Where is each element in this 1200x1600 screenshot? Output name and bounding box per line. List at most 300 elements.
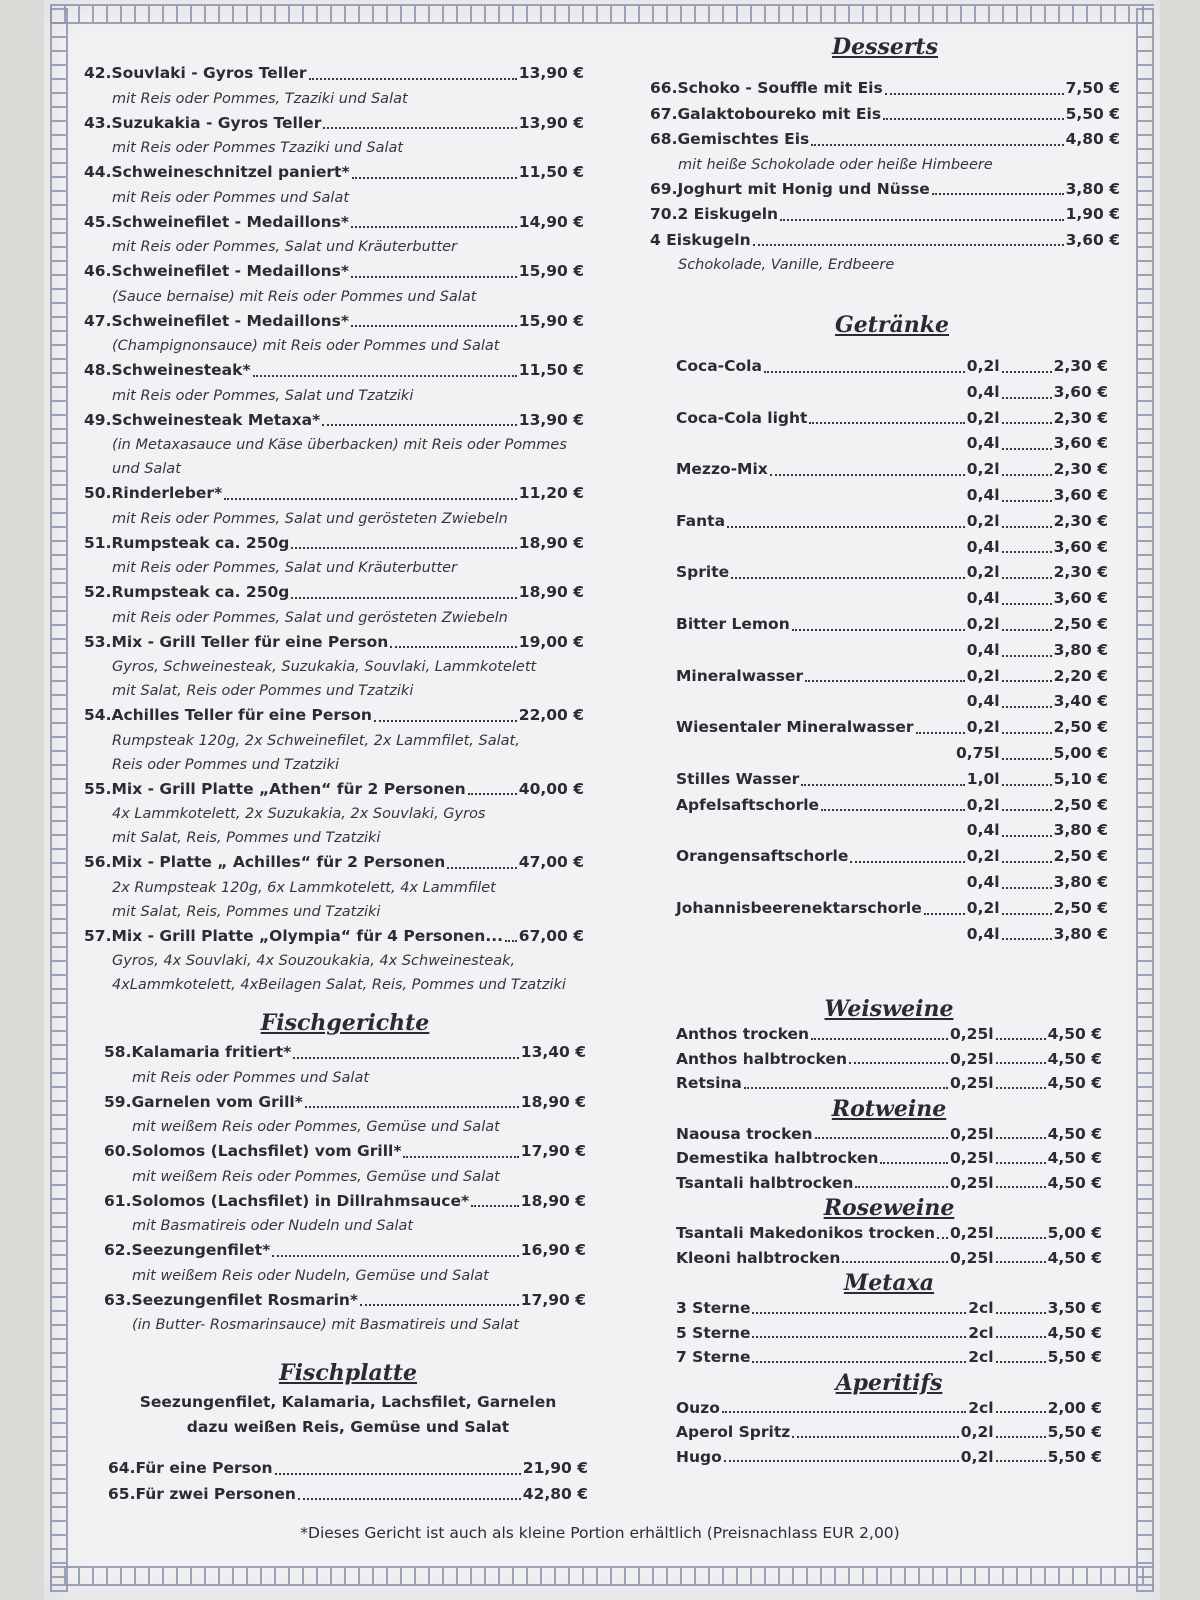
fish-list: [104, 1040, 586, 1337]
menu-item-line: [84, 630, 584, 656]
item-price: 16,90 €: [520, 1241, 586, 1259]
drink-size: 0,25l: [950, 1049, 994, 1068]
dot-leader: [764, 371, 965, 373]
drink-name: Kleoni halbtrocken: [676, 1248, 841, 1267]
drink-row: [676, 1047, 1102, 1072]
item-description: mit Reis oder Pommes, Salat und Kräuterbutter: [112, 239, 458, 255]
menu-item: [104, 1139, 586, 1189]
drink-size: 0,25l: [950, 1149, 994, 1167]
drink-size: 0,25l: [950, 1248, 994, 1267]
item-name: 59.Garnelen vom Grill*: [104, 1092, 303, 1111]
fish-platter-list: [108, 1456, 588, 1507]
drink-price: 3,40 €: [1053, 692, 1108, 711]
dot-leader: [1002, 784, 1052, 786]
dot-leader: [809, 422, 964, 424]
aperitifs-heading: Aperitifs: [835, 1369, 943, 1396]
dot-leader: [770, 474, 965, 476]
dot-leader: [855, 1186, 948, 1188]
dot-leader: [351, 325, 517, 327]
item-price: 3,60 €: [1065, 230, 1120, 249]
dot-leader: [752, 1336, 966, 1338]
drink-row: [676, 689, 1108, 715]
drink-row: [676, 741, 1108, 767]
item-name: 56.Mix - Platte „ Achilles“ für 2 Personen: [84, 853, 446, 871]
item-name: 42.Souvlaki - Gyros Teller: [84, 64, 307, 82]
menu-item: [84, 309, 584, 359]
menu-item: [104, 1238, 586, 1288]
item-price: 7,50 €: [1065, 79, 1120, 97]
dot-leader: [1002, 422, 1052, 424]
dot-leader: [724, 1460, 959, 1462]
menu-item: [84, 111, 584, 161]
greek-key-border-bottom: [50, 1566, 1154, 1586]
dot-leader: [752, 1361, 966, 1363]
drink-size: 0,2l: [966, 847, 1000, 866]
item-description: mit Reis oder Pommes Tzaziki und Salat: [112, 140, 404, 156]
fish-platter-heading: Fischplatte: [278, 1360, 418, 1386]
menu-item: [84, 160, 584, 210]
dot-leader: [1002, 526, 1052, 528]
dot-leader: [1002, 551, 1052, 553]
item-description: mit Reis oder Pommes, Tzaziki und Salat: [112, 90, 408, 107]
drink-size: 0,2l: [966, 511, 1000, 530]
item-description: mit Salat, Reis oder Pommes und Tzatziki: [112, 683, 414, 699]
dot-leader: [996, 1336, 1046, 1338]
dot-leader: [805, 680, 965, 682]
menu-item-line: [84, 777, 584, 803]
drink-name: Apfelsaftschorle: [676, 795, 820, 814]
item-description: mit Salat, Reis, Pommes und Tzatziki: [112, 830, 381, 846]
drink-size: 0,4l: [966, 537, 1000, 556]
dot-leader: [996, 1137, 1046, 1139]
item-price: 13,90 €: [518, 113, 584, 132]
item-description: mit Reis oder Pommes und Salat: [132, 1069, 370, 1086]
item-price: 14,90 €: [518, 212, 584, 231]
dot-leader: [780, 219, 1063, 221]
dot-leader: [996, 1162, 1046, 1164]
drink-row: [676, 715, 1108, 741]
menu-item-line: [84, 210, 584, 236]
drink-name: Ouzo: [676, 1398, 720, 1417]
drink-price: 2,50 €: [1053, 795, 1108, 814]
fish-platter-text-1: Seezungenfilet, Kalamaria, Lachsfilet, Garnelen: [139, 1393, 557, 1411]
drink-row: [676, 431, 1108, 457]
item-name: 68.Gemischtes Eis: [650, 130, 810, 148]
drink-name: Retsina: [676, 1074, 742, 1092]
drink-size: 0,4l: [966, 485, 1000, 504]
item-price: 15,90 €: [518, 311, 584, 330]
item-name: 44.Schweineschnitzel paniert*: [84, 163, 350, 181]
item-name: 46.Schweinefilet - Medaillons*: [84, 262, 349, 280]
drink-size: 0,4l: [966, 872, 1000, 891]
drink-row: [676, 457, 1108, 483]
drink-size: 2cl: [968, 1323, 994, 1342]
dot-leader: [298, 1498, 521, 1500]
desserts-list: [650, 76, 1120, 277]
dot-leader: [1002, 732, 1052, 734]
menu-item-line: [104, 1090, 586, 1116]
drink-row: [676, 560, 1108, 586]
item-description: Gyros, 4x Souvlaki, 4x Souzoukakia, 4x Schweinesteak,: [112, 953, 516, 969]
item-price: 47,00 €: [518, 853, 584, 871]
menu-item-line: [84, 703, 584, 729]
drink-row: [676, 1445, 1102, 1470]
white-wine-heading: Weisweine: [824, 996, 954, 1022]
drink-row: [676, 1420, 1102, 1445]
drink-size: 0,25l: [950, 1224, 994, 1242]
dot-leader: [403, 1156, 518, 1158]
item-name: 66.Schoko - Souffle mit Eis: [650, 79, 883, 97]
drink-price: 2,50 €: [1053, 847, 1108, 866]
drink-name: Johannisbeerenektarschorle: [676, 898, 922, 917]
item-price: 42,80 €: [522, 1484, 588, 1503]
fish-heading: Fischgerichte: [260, 1010, 430, 1036]
drink-size: 0,25l: [950, 1173, 994, 1192]
drink-price: 4,50 €: [1047, 1124, 1102, 1143]
drink-size: 0,4l: [966, 382, 1000, 401]
item-name: 47.Schweinefilet - Medaillons*: [84, 311, 349, 330]
menu-item-line: [108, 1456, 588, 1482]
menu-item: [650, 177, 1120, 203]
red-wine-list: [676, 1122, 1102, 1196]
item-price: 11,20 €: [518, 484, 584, 502]
dot-leader: [275, 1473, 521, 1475]
drink-row: [676, 1022, 1102, 1047]
menu-item: [104, 1189, 586, 1239]
dot-leader: [880, 1162, 948, 1164]
metaxa-heading: Metaxa: [843, 1270, 935, 1296]
menu-item: [104, 1090, 586, 1140]
drink-price: 3,60 €: [1053, 382, 1108, 401]
item-price: 13,40 €: [520, 1043, 586, 1061]
dot-leader: [815, 1137, 948, 1139]
dot-leader: [1002, 913, 1052, 915]
drinks-section: [676, 312, 1108, 947]
drink-price: 3,60 €: [1053, 485, 1108, 504]
item-description: mit Salat, Reis, Pommes und Tzatziki: [112, 903, 381, 920]
dot-leader: [752, 1312, 966, 1314]
white-wine-list: [676, 1022, 1102, 1096]
drink-price: 4,50 €: [1047, 1173, 1102, 1192]
greek-key-border-left: [50, 8, 68, 1592]
drink-row: [676, 612, 1108, 638]
dot-leader: [351, 226, 517, 228]
item-name: 51.Rumpsteak ca. 250g: [84, 533, 290, 552]
dot-leader: [447, 867, 516, 869]
item-name: 70.2 Eiskugeln: [650, 205, 779, 223]
drink-row: [676, 1396, 1102, 1421]
drink-size: 2cl: [968, 1398, 994, 1417]
dot-leader: [1002, 448, 1052, 450]
menu-item-line: [650, 202, 1120, 228]
menu-item: [84, 61, 584, 111]
drink-price: 5,50 €: [1047, 1447, 1102, 1466]
menu-item: [84, 703, 584, 777]
drink-row: [676, 638, 1108, 664]
dot-leader: [1002, 809, 1052, 811]
drink-row: [676, 870, 1108, 896]
dot-leader: [1002, 706, 1052, 708]
item-description: mit Reis oder Pommes und Salat: [112, 189, 350, 206]
drink-name: Coca-Cola: [676, 357, 762, 375]
drink-name: Anthos trocken: [676, 1025, 810, 1043]
menu-item: [84, 259, 584, 309]
item-name: 50.Rinderleber*: [84, 484, 223, 502]
dot-leader: [291, 547, 516, 549]
drink-price: 3,80 €: [1053, 872, 1108, 891]
dot-leader: [1002, 887, 1052, 889]
dot-leader: [821, 809, 965, 811]
dot-leader: [390, 646, 516, 648]
dot-leader: [272, 1255, 519, 1257]
item-price: 18,90 €: [518, 583, 584, 601]
dot-leader: [849, 1062, 948, 1064]
drink-price: 5,50 €: [1047, 1348, 1102, 1366]
menu-item-line: [84, 309, 584, 335]
menu-item-line: [104, 1189, 586, 1215]
dot-leader: [1002, 758, 1052, 760]
drink-price: 5,10 €: [1053, 769, 1108, 788]
item-price: 3,80 €: [1065, 179, 1120, 198]
item-description: Rumpsteak 120g, 2x Schweinefilet, 2x Lammfilet, Salat,: [112, 732, 520, 749]
dot-leader: [1002, 629, 1052, 631]
drink-name: Naousa trocken: [676, 1124, 813, 1143]
item-description: mit weißem Reis oder Nudeln, Gemüse und Salat: [132, 1267, 489, 1284]
drink-size: 0,4l: [966, 589, 1000, 608]
dot-leader: [996, 1186, 1046, 1188]
item-price: 15,90 €: [518, 262, 584, 280]
item-description: mit heiße Schokolade oder heiße Himbeere: [678, 156, 993, 173]
drink-size: 0,2l: [966, 795, 1000, 814]
item-price: 13,90 €: [518, 410, 584, 429]
menu-item-line: [104, 1139, 586, 1165]
dot-leader: [996, 1038, 1046, 1040]
drink-size: 2cl: [968, 1348, 994, 1366]
drink-row: [676, 896, 1108, 922]
menu-item: [650, 202, 1120, 228]
metaxa-list: [676, 1296, 1102, 1370]
item-price: 21,90 €: [522, 1459, 588, 1477]
item-name: 55.Mix - Grill Platte „Athen“ für 2 Personen: [84, 779, 466, 798]
wine-section: [676, 996, 1102, 1469]
menu-item-line: [84, 61, 584, 87]
drink-price: 3,80 €: [1053, 924, 1108, 943]
item-name: 49.Schweinesteak Metaxa*: [84, 410, 321, 429]
dot-leader: [916, 732, 965, 734]
menu-item: [84, 210, 584, 260]
dot-leader: [996, 1261, 1046, 1263]
drink-price: 5,00 €: [1047, 1224, 1102, 1242]
greek-key-border-top: [50, 4, 1154, 24]
fish-platter-text-2: dazu weißen Reis, Gemüse und Salat: [186, 1418, 510, 1436]
aperitifs-list: [676, 1396, 1102, 1470]
item-name: 43.Suzukakia - Gyros Teller: [84, 113, 322, 132]
drink-row: [676, 483, 1108, 509]
dot-leader: [996, 1087, 1046, 1089]
drink-size: 0,4l: [966, 924, 1000, 943]
dot-leader: [792, 1436, 959, 1438]
drinks-list: [676, 354, 1108, 947]
dot-leader: [1002, 474, 1052, 476]
drink-row: [676, 535, 1108, 561]
menu-item-line: [104, 1040, 586, 1066]
item-price: 40,00 €: [518, 779, 584, 798]
dot-leader: [468, 793, 517, 795]
drink-size: 0,25l: [950, 1124, 994, 1143]
drink-name: Mineralwasser: [676, 666, 804, 685]
drink-name: Demestika halbtrocken: [676, 1149, 879, 1167]
item-price: 1,90 €: [1065, 205, 1120, 223]
item-description: (Champignonsauce) mit Reis oder Pommes und Salat: [112, 338, 500, 354]
drink-size: 0,2l: [966, 563, 1000, 582]
item-price: 18,90 €: [520, 1191, 586, 1210]
drink-row: [676, 406, 1108, 432]
item-description: (Sauce bernaise) mit Reis oder Pommes und Salat: [112, 288, 477, 305]
item-description: 2x Rumpsteak 120g, 6x Lammkotelett, 4x Lammfilet: [112, 879, 496, 896]
drink-row: [676, 818, 1108, 844]
drink-size: 0,4l: [966, 434, 1000, 453]
dot-leader: [1002, 835, 1052, 837]
drink-price: 4,50 €: [1047, 1248, 1102, 1267]
menu-item: [84, 358, 584, 408]
drink-row: [676, 380, 1108, 406]
drinks-heading: Getränke: [834, 312, 950, 338]
drink-size: 0,75l: [956, 743, 1000, 762]
drink-size: 0,2l: [966, 898, 1000, 917]
menu-item: [84, 580, 584, 630]
desserts-heading: Desserts: [832, 34, 938, 60]
drink-price: 2,30 €: [1053, 357, 1108, 375]
item-price: 11,50 €: [518, 163, 584, 181]
drink-row: [676, 767, 1108, 793]
dot-leader: [1002, 577, 1052, 579]
dot-leader: [924, 913, 965, 915]
item-description: Reis oder Pommes und Tzatziki: [112, 756, 340, 773]
drink-size: 0,2l: [966, 460, 1000, 479]
drink-size: 0,4l: [966, 821, 1000, 840]
greek-key-border-right: [1136, 8, 1154, 1592]
menu-item: [650, 127, 1120, 177]
drink-price: 5,00 €: [1053, 743, 1108, 762]
drink-row: [676, 354, 1108, 380]
drink-size: 0,2l: [966, 718, 1000, 737]
item-price: 18,90 €: [518, 533, 584, 552]
drink-size: 1,0l: [966, 769, 1000, 788]
drink-price: 2,50 €: [1053, 614, 1108, 633]
dot-leader: [1002, 371, 1052, 373]
drink-price: 2,00 €: [1047, 1398, 1102, 1417]
dot-leader: [811, 144, 1063, 146]
drink-size: 0,2l: [960, 1423, 994, 1441]
dot-leader: [505, 940, 517, 942]
item-name: 69.Joghurt mit Honig und Nüsse: [650, 179, 930, 198]
drink-name: Wiesentaler Mineralwasser: [676, 718, 914, 737]
dot-leader: [1002, 397, 1052, 399]
menu-item: [84, 630, 584, 704]
dot-leader: [811, 1038, 948, 1040]
item-name: 45.Schweinefilet - Medaillons*: [84, 212, 349, 231]
drink-price: 3,60 €: [1053, 434, 1108, 453]
drink-price: 4,50 €: [1047, 1025, 1102, 1043]
drink-row: [676, 1345, 1102, 1370]
drink-price: 2,50 €: [1053, 898, 1108, 917]
item-description: mit Reis oder Pommes, Salat und gerösteten Zwiebeln: [112, 609, 508, 626]
menu-item-line: [84, 924, 584, 950]
dot-leader: [253, 375, 517, 377]
item-name: 53.Mix - Grill Teller für eine Person: [84, 632, 389, 651]
dot-leader: [323, 127, 516, 129]
drink-size: 0,4l: [966, 640, 1000, 659]
item-price: 18,90 €: [520, 1092, 586, 1111]
dot-leader: [309, 78, 517, 80]
dot-leader: [801, 784, 965, 786]
fish-platter-section: [108, 1360, 588, 1507]
dot-leader: [883, 118, 1064, 120]
drink-price: 3,80 €: [1053, 821, 1108, 840]
dot-leader: [352, 177, 517, 179]
item-name: 4 Eiskugeln: [650, 230, 751, 249]
menu-item-line: [650, 76, 1120, 102]
drink-price: 3,50 €: [1047, 1299, 1102, 1317]
item-description: 4xLammkotelett, 4xBeilagen Salat, Reis, Pommes und Tzatziki: [112, 977, 566, 993]
drink-row: [676, 1122, 1102, 1147]
menu-item-line: [104, 1288, 586, 1314]
drink-price: 3,60 €: [1053, 537, 1108, 556]
fish-section: [104, 1010, 586, 1337]
item-name: 64.Für eine Person: [108, 1459, 273, 1477]
dot-leader: [850, 861, 964, 863]
dot-leader: [305, 1106, 519, 1108]
drink-row: [676, 1296, 1102, 1321]
drink-price: 5,50 €: [1047, 1423, 1102, 1441]
item-price: 22,00 €: [518, 706, 584, 724]
drink-row: [676, 793, 1108, 819]
drink-name: Aperol Spritz: [676, 1423, 791, 1441]
drink-row: [676, 664, 1108, 690]
drink-row: [676, 1071, 1102, 1096]
drink-size: 0,2l: [966, 408, 1000, 427]
dot-leader: [374, 720, 517, 722]
menu-item: [84, 777, 584, 851]
menu-item: [108, 1482, 588, 1508]
rose-wine-list: [676, 1221, 1102, 1270]
dot-leader: [322, 424, 517, 426]
item-name: 52.Rumpsteak ca. 250g: [84, 583, 290, 601]
dot-leader: [471, 1205, 519, 1207]
item-name: 67.Galaktoboureko mit Eis: [650, 104, 882, 123]
dot-leader: [996, 1411, 1046, 1413]
drink-name: 7 Sterne: [676, 1348, 751, 1366]
dot-leader: [1002, 861, 1052, 863]
item-description: Gyros, Schweinesteak, Suzukakia, Souvlaki, Lammkotelett: [112, 659, 537, 675]
drink-price: 4,50 €: [1047, 1323, 1102, 1342]
desserts-section: [650, 34, 1120, 277]
item-name: 63.Seezungenfilet Rosmarin*: [104, 1290, 359, 1309]
menu-item-line: [84, 259, 584, 285]
dot-leader: [360, 1304, 519, 1306]
item-description: (in Metaxasauce und Käse überbacken) mit Reis oder Pommes: [112, 437, 567, 453]
item-description: 4x Lammkotelett, 2x Suzukakia, 2x Souvlaki, Gyros: [112, 806, 486, 822]
drink-name: Anthos halbtrocken: [676, 1049, 847, 1068]
drink-price: 3,80 €: [1053, 640, 1108, 659]
item-description: mit Basmatireis oder Nudeln und Salat: [132, 1218, 414, 1234]
item-description: mit weißem Reis oder Pommes, Gemüse und Salat: [132, 1168, 500, 1185]
item-name: 60.Solomos (Lachsfilet) vom Grill*: [104, 1142, 402, 1160]
drink-name: Stilles Wasser: [676, 769, 800, 788]
dot-leader: [753, 244, 1064, 246]
item-price: 67,00 €: [518, 926, 584, 945]
menu-item-line: [84, 850, 584, 876]
